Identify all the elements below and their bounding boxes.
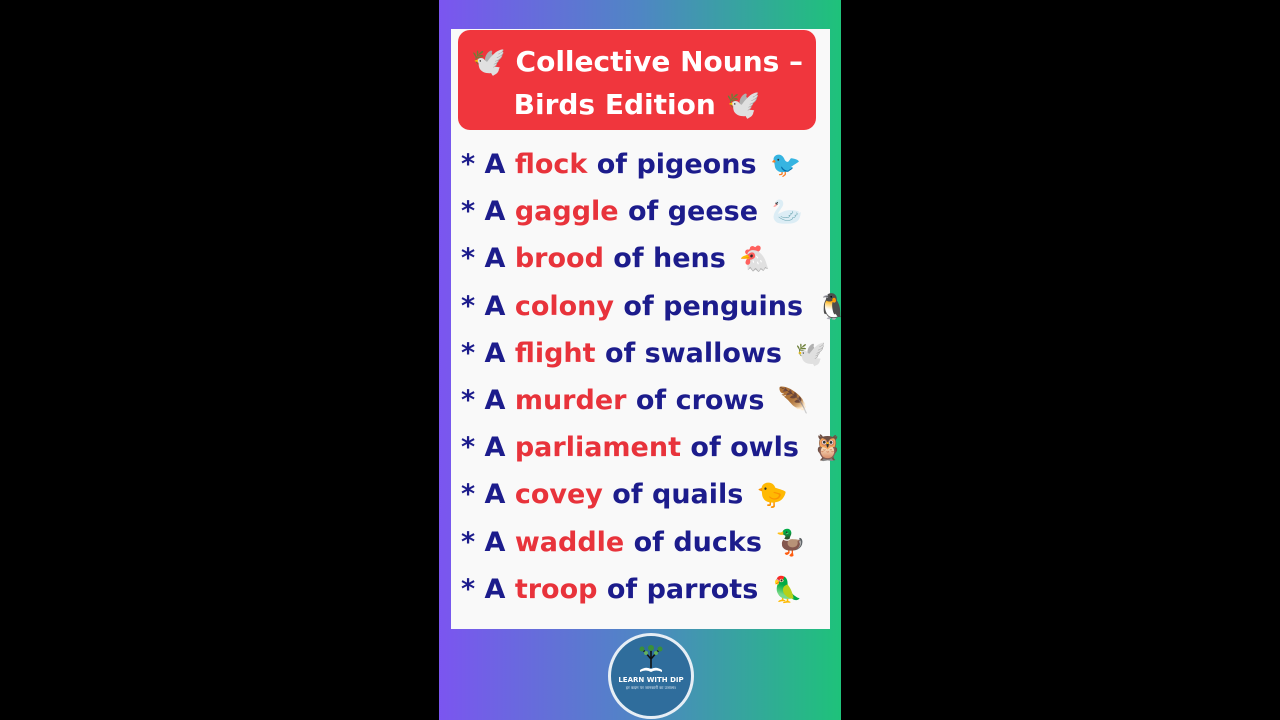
content-card — [451, 29, 848, 629]
list-item — [461, 424, 848, 471]
item-noun: murder — [514, 384, 627, 416]
tree-book-icon — [634, 644, 668, 674]
item-noun: troop — [514, 573, 598, 605]
swan-icon: 🦢 — [771, 197, 803, 227]
item-prefix: * A — [461, 573, 515, 605]
item-prefix: * A — [461, 196, 515, 228]
item-prefix: * A — [461, 290, 515, 322]
item-noun: waddle — [514, 526, 625, 558]
item-rest: of swallows — [595, 337, 782, 369]
item-rest: of pigeons — [587, 149, 757, 180]
list-item — [461, 235, 848, 282]
duck-icon: 🦆 — [775, 527, 807, 557]
chicken-icon: 🐔 — [739, 244, 771, 274]
item-prefix: * A — [461, 149, 515, 180]
item-prefix: * A — [461, 384, 515, 416]
item-prefix: * A — [461, 243, 515, 275]
item-prefix: * A — [461, 479, 515, 511]
item-noun: covey — [514, 479, 603, 511]
item-rest: of owls — [681, 432, 799, 464]
item-prefix: * A — [461, 526, 515, 558]
channel-logo[interactable] — [608, 633, 694, 719]
item-rest: of penguins — [614, 290, 804, 322]
collective-nouns-list — [461, 141, 848, 613]
item-rest: of hens — [603, 243, 726, 275]
item-rest: of parrots — [597, 573, 759, 605]
dove-icon: 🕊️ — [795, 338, 827, 368]
item-noun: flight — [514, 337, 596, 369]
item-noun: colony — [514, 290, 615, 322]
item-rest: of geese — [618, 196, 759, 228]
feather-icon: 🪶 — [777, 385, 809, 415]
owl-icon: 🦉 — [812, 433, 844, 463]
item-noun: parliament — [514, 432, 681, 464]
title-banner — [458, 30, 816, 130]
title-line-1: 🕊️ Collective Nouns – — [470, 45, 804, 78]
bird-icon: 🐦 — [769, 150, 802, 179]
title-line-2: Birds Edition 🕊️ — [513, 88, 761, 121]
item-noun: gaggle — [514, 196, 619, 228]
logo-tagline: हर कदम पर जानकारी का उजाला। — [625, 685, 677, 690]
list-item — [461, 141, 848, 188]
list-item — [461, 330, 848, 377]
chick-icon: 🐤 — [756, 480, 788, 510]
list-item — [461, 471, 848, 518]
list-item — [461, 283, 848, 330]
logo-name: LEARN WITH DIP — [618, 676, 684, 684]
list-item — [461, 519, 848, 566]
item-rest: of ducks — [624, 526, 762, 558]
item-noun: flock — [514, 149, 588, 180]
item-rest: of quails — [602, 479, 744, 511]
item-prefix: * A — [461, 432, 515, 464]
list-item — [461, 377, 848, 424]
item-noun: brood — [514, 243, 604, 275]
penguin-icon: 🐧 — [816, 291, 848, 321]
item-prefix: * A — [461, 337, 515, 369]
list-item — [461, 188, 848, 235]
list-item — [461, 566, 848, 613]
item-rest: of crows — [626, 384, 765, 416]
parrot-icon: 🦜 — [771, 574, 803, 604]
video-frame — [439, 0, 848, 720]
